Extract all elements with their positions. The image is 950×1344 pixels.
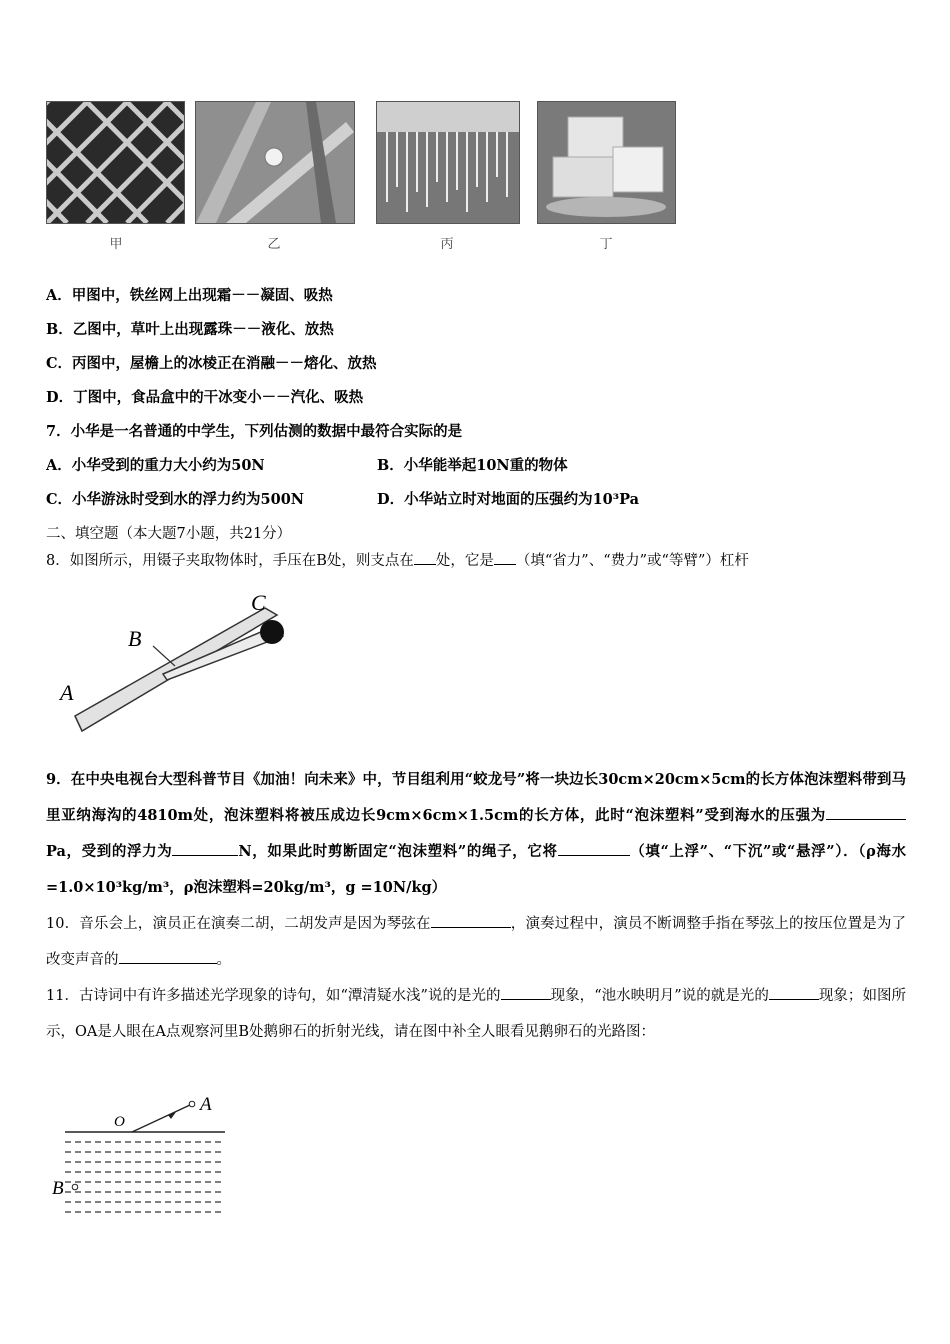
- q6-option-c: C．丙图中，屋檐上的冰棱正在消融－－熔化、放热: [46, 355, 377, 372]
- caption-ding: 丁: [599, 237, 613, 252]
- q11-blank-phenomenon-1[interactable]: [501, 985, 551, 1000]
- optics-label-b: B: [52, 1178, 64, 1199]
- q11-part1: 11．古诗词中有许多描述光学现象的诗句，如“潭清疑水浅”说的是光的: [46, 988, 501, 1004]
- photo-dry-ice: [537, 101, 676, 224]
- q10-text: [46, 906, 906, 978]
- q9-blank-buoyancy[interactable]: [172, 841, 238, 856]
- q11-part2: 现象，“池水映明月”说的就是光的: [550, 988, 769, 1004]
- q8-part2: 处，它是: [435, 553, 494, 569]
- q9-text: [46, 762, 906, 906]
- q11-blank-phenomenon-2[interactable]: [769, 985, 819, 1000]
- photo-dew-on-grass: [195, 101, 355, 224]
- q9-blank-pressure[interactable]: [826, 805, 906, 820]
- q7-option-c: C．小华游泳时受到水的浮力约为500N: [46, 491, 305, 508]
- caption-jia: 甲: [109, 237, 123, 252]
- q7-stem: 7．小华是一名普通的中学生，下列估测的数据中最符合实际的是: [46, 423, 463, 440]
- tweezers-label-b: B: [128, 626, 142, 651]
- tweezers-label-a: A: [60, 680, 74, 705]
- q11-text: [46, 978, 906, 1050]
- q10-blank-vibrating[interactable]: [431, 913, 511, 928]
- section-fill-blank-heading: 二、填空题（本大题7小题，共21分）: [46, 526, 292, 542]
- q7-option-d: D．小华站立时对地面的压强约为10³Pa: [377, 491, 640, 508]
- optics-label-o: O: [114, 1114, 125, 1130]
- q8-blank-lever-type[interactable]: [494, 550, 516, 565]
- q11-part3: 现象；如图所示，OA是人眼在A点观察河里B处鹅卵石的折射光线，请在图中补全人眼看见鹅卵石的光路图：: [46, 988, 907, 1040]
- q6-option-b: B．乙图中，草叶上出现露珠－－液化、放热: [46, 321, 334, 338]
- q6-option-a: A．甲图中，铁丝网上出现霜－－凝固、吸热: [46, 287, 333, 304]
- tweezers-label-c: C: [251, 590, 266, 615]
- q6-option-d: D．丁图中，食品盒中的干冰变小－－汽化、吸热: [46, 389, 364, 406]
- q10-part2: ，演奏过程中，演员不断调整手指在琴弦上的按压位置是为了改变声音的: [46, 916, 906, 968]
- optics-label-a: A: [200, 1094, 212, 1115]
- q9-part4: （填“上浮”、“下沉”或“悬浮”）．（ρ海水=1.0×10³kg/m³，ρ泡沫塑料=20kg/m³，g =10N/kg）: [46, 843, 906, 896]
- caption-bing: 丙: [440, 237, 454, 252]
- q8-text: [46, 550, 749, 571]
- q10-blank-sound-property[interactable]: [119, 949, 217, 964]
- tweezers-figure: [55, 588, 300, 736]
- caption-yi: 乙: [267, 237, 281, 252]
- q7-option-b: B．小华能举起10N重的物体: [377, 457, 568, 474]
- refraction-figure: [50, 1090, 230, 1220]
- q10-part3: 。: [216, 952, 231, 968]
- q8-blank-fulcrum[interactable]: [414, 550, 436, 565]
- q8-part1: 8．如图所示，用镊子夹取物体时，手压在B处，则支点在: [46, 553, 414, 569]
- q9-blank-motion[interactable]: [558, 841, 630, 856]
- q9-part2: Pa，受到的浮力为: [46, 843, 173, 860]
- photo-icicles-eaves: [376, 101, 520, 224]
- q9-part3: N，如果此时剪断固定“泡沫塑料”的绳子，它将: [238, 843, 558, 860]
- q8-part3: （填“省力”、“费力”或“等臂”）杠杆: [515, 553, 749, 569]
- q7-option-a: A．小华受到的重力大小约为50N: [46, 457, 265, 474]
- q10-part1: 10．音乐会上，演员正在演奏二胡，二胡发声是因为琴弦在: [46, 916, 431, 932]
- photo-frost-wire-mesh: [46, 101, 185, 224]
- q9-part1: 9．在中央电视台大型科普节目《加油！向未来》中，节目组利用“蛟龙号”将一块边长30cm×20cm×5cm的长方体泡沫塑料带到马里亚纳海沟的4810m处，泡沫塑料将被压成边长9cm×6cm×1.5cm的长方体，此时“泡沫塑料”受到海水的压强为: [46, 771, 906, 824]
